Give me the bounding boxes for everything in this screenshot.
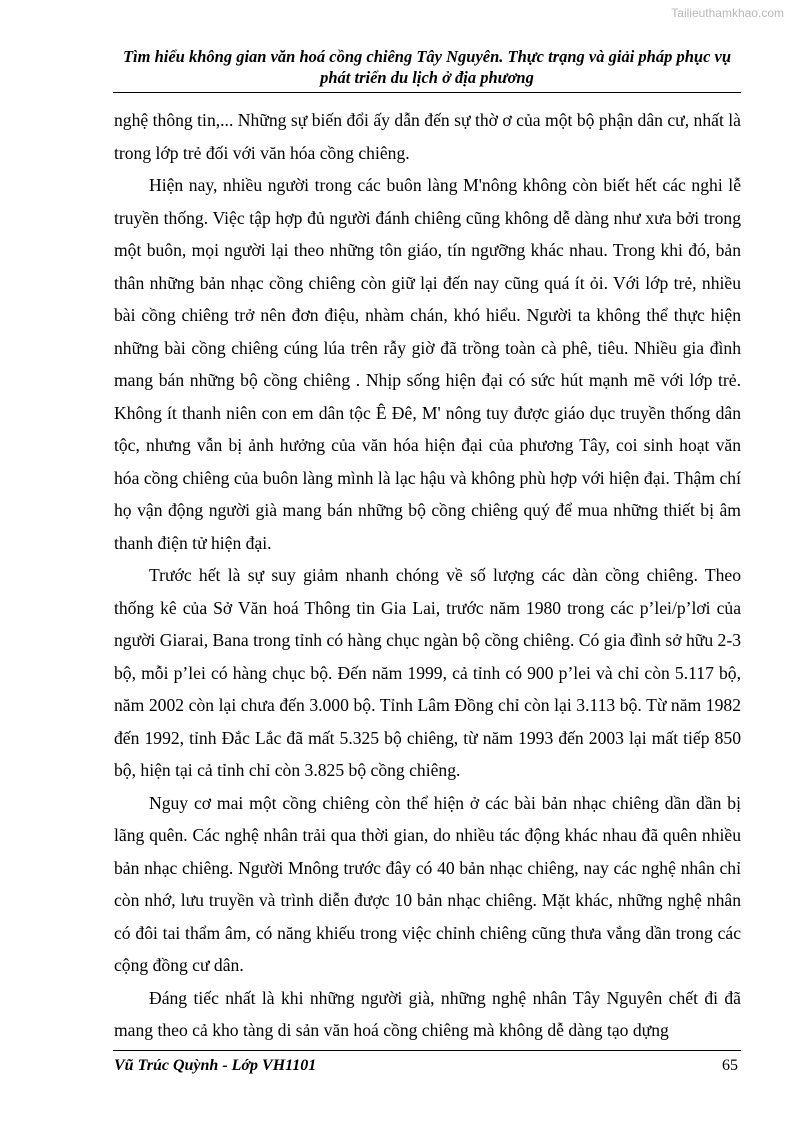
header-divider <box>113 92 741 93</box>
body-text <box>114 104 741 1047</box>
paragraph: Đáng tiếc nhất là khi những người già, những nghệ nhân Tây Nguyên chết đi đã mang theo cả kho tàng di sản văn hoá cồng chiêng mà không dễ dàng tạo dựng <box>114 987 741 1040</box>
footer-divider <box>113 1050 741 1051</box>
running-header: Tìm hiểu không gian văn hoá cồng chiêng Tây Nguyên. Thực trạng và giải pháp phục vụ phát triển du lịch ở địa phương <box>122 47 732 87</box>
footer-author: Vũ Trúc Quỳnh - Lớp VH1101 <box>114 1057 317 1074</box>
paragraph-continuation: nghệ thông tin,... Những sự biến đổi ấy dẫn đến sự thờ ơ của một bộ phận dân cư, nhất là trong lớp trẻ đối với văn hóa cồng chiêng. <box>114 110 741 163</box>
watermark-text: Tailieuthamkhao.com <box>671 6 784 20</box>
paragraph: Trước hết là sự suy giảm nhanh chóng về số lượng các dàn cồng chiêng. Theo thống kê của Sở Văn hoá Thông tin Gia Lai, trước năm 1980 trong các p’lei/p’lơi của người Giarai, Bana trong tỉnh có hàng chục ngàn bộ cồng chiêng. Có gia đình sở hữu 2-3 bộ, mỗi p’lei có hàng chục bộ. Đến năm 1999, cả tỉnh có 900 p’lei và chỉ còn 5.117 bộ, năm 2002 còn lại chưa đến 3.000 bộ. Tỉnh Lâm Đồng chỉ còn lại 3.113 bộ. Từ năm 1982 đến 1992, tỉnh Đắc Lắc đã mất 5.325 bộ chiêng, từ năm 1993 đến 2003 lại mất tiếp 850 bộ, hiện tại cả tỉnh chỉ còn 3.825 bộ cồng chiêng. <box>114 565 741 780</box>
paragraph: Hiện nay, nhiều người trong các buôn làng M'nông không còn biết hết các nghi lễ truyền thống. Việc tập hợp đủ người đánh chiêng cũng không dễ dàng như xưa bởi trong một buôn, mọi người lại theo những tôn giáo, tín ngưỡng khác nhau. Trong khi đó, bản thân những bản nhạc cồng chiêng còn giữ lại đến nay cũng quá ít ỏi. Với lớp trẻ, nhiều bài cồng chiêng trở nên đơn điệu, nhàm chán, khó hiểu. Người ta không thể thực hiện những bài cồng chiêng cúng lúa trên rẫy giờ đã trồng toàn cà phê, tiêu. Nhiều gia đình mang bán những bộ cồng chiêng . Nhịp sống hiện đại có sức hút mạnh mẽ với lớp trẻ. Không ít thanh niên con em dân tộc Ê Đê, M' nông tuy được giáo dục truyền thống dân tộc, nhưng vẫn bị ảnh hưởng của văn hóa hiện đại của phương Tây, coi sinh hoạt văn hóa cồng chiêng của buôn làng mình là lạc hậu và không phù hợp với hiện đại. Thậm chí họ vận động người già mang bán những bộ cồng chiêng quý để mua những thiết bị âm thanh điện tử hiện đại. <box>114 175 741 553</box>
paragraph: Nguy cơ mai một cồng chiêng còn thể hiện ở các bài bản nhạc chiêng dần dần bị lãng quên. Các nghệ nhân trải qua thời gian, do nhiều tác động khác nhau đã quên nhiều bản nhạc chiêng. Người Mnông trước đây có 40 bản nhạc chiêng, nay các nghệ nhân chỉ còn nhớ, lưu truyền và trình diễn được 10 bản nhạc chiêng. Mặt khác, những nghệ nhân có đôi tai thẩm âm, có năng khiếu trong việc chỉnh chiêng cũng thưa vắng dần trong các cộng đồng cư dân. <box>114 792 741 975</box>
page-number: 65 <box>722 1057 738 1074</box>
